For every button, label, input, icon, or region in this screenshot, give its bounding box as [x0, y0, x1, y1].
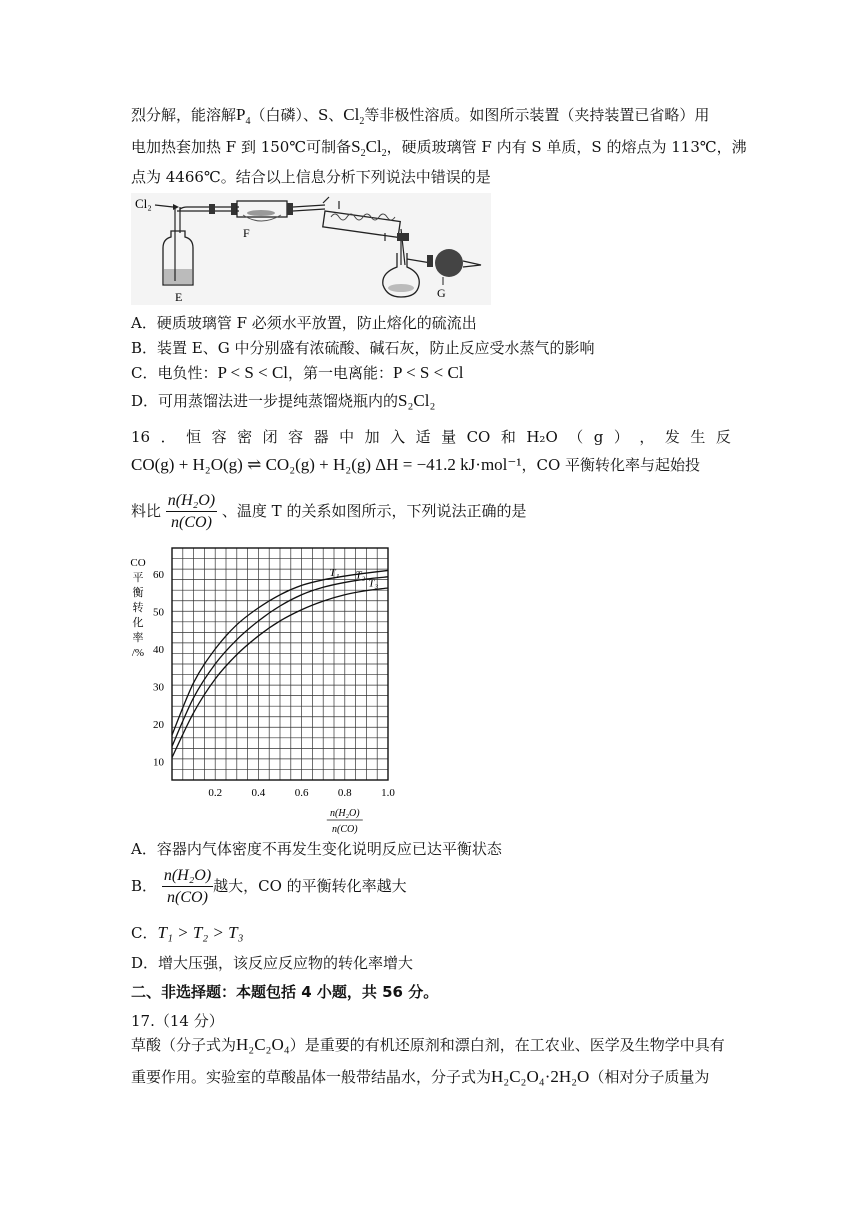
x-tick-label: 0.4: [251, 787, 266, 799]
stem-word: 发: [664, 428, 680, 446]
q16-equation-line: [131, 454, 700, 476]
oxalic-acid-formula: H₂C₂O₄: [236, 1035, 290, 1054]
stem-word: 量: [441, 428, 457, 446]
text: （白磷）、S、: [250, 106, 344, 124]
stem-word: 入: [390, 428, 406, 446]
stem-word: ．: [160, 428, 176, 446]
y-axis-title: [130, 557, 145, 659]
ratio-fraction: [166, 491, 217, 534]
q16-option-b: [131, 862, 407, 910]
text: 重要作用。实验室的草酸晶体一般带结晶水，分子式为: [131, 1068, 492, 1086]
ratio-fraction: [162, 866, 213, 909]
bottle-e-liquid: [164, 269, 192, 284]
stem-word: 反: [715, 428, 731, 446]
q17-line-1: [131, 1034, 725, 1056]
y-tick-label: 40: [153, 644, 164, 657]
q15-option-b: B．装置 E、G 中分别盛有浓硫酸、碱石灰，防止反应受水蒸气的影响: [131, 339, 595, 357]
subscript: 2: [360, 148, 366, 159]
text: ）是重要的有机还原剂和漂白剂，在工农业、医学及生物学中具有: [289, 1036, 725, 1054]
text: D．可用蒸馏法进一步提纯蒸馏烧瓶内的: [131, 392, 399, 410]
q16-ratio-line: [131, 489, 526, 534]
q17-header: 17.（14 分）: [131, 1012, 224, 1030]
text: ，CO 平衡转化率与起始投: [521, 456, 701, 474]
stem-word: （: [568, 428, 584, 446]
drying-tube-g: [435, 249, 463, 277]
q15-option-c: [131, 362, 464, 384]
fraction-numerator: n(H₂O): [162, 866, 213, 887]
x-tick-label: 0.6: [294, 787, 309, 799]
fraction-denominator: n(CO): [171, 513, 212, 531]
y-axis-title-char: /%: [131, 647, 145, 659]
temperature-order: T₁ > T₂ > T₃: [157, 923, 244, 942]
q16-stem-line-1: [131, 426, 731, 448]
y-axis-title-char: 平: [132, 572, 144, 584]
text: 料比: [131, 502, 162, 520]
subscript: 2: [381, 148, 387, 159]
stem-word: 16: [131, 428, 151, 446]
x-tick-label: 0.8: [337, 787, 352, 799]
y-axis-title-char: 率: [132, 632, 144, 644]
stem-word: CO: [466, 428, 491, 446]
ionization-order: P < S < Cl: [393, 363, 464, 382]
q17-line-2: [131, 1066, 709, 1088]
cl-symbol: Cl: [365, 137, 382, 156]
stem-word: H₂O: [526, 428, 558, 446]
y-axis-title-char: CO: [130, 557, 146, 569]
label-e: E: [175, 290, 183, 304]
text: 电加热套加热 F 到 150℃可制备: [131, 138, 352, 156]
y-axis-title-char: 衡: [132, 587, 144, 599]
subscript: 4: [245, 116, 251, 127]
s-symbol: S: [351, 137, 361, 156]
stem-word: g: [593, 428, 604, 446]
x-axis-title: [327, 808, 363, 835]
x-axis-title-denominator: n(CO): [332, 824, 358, 835]
q16-option-c: [131, 922, 244, 944]
fraction-denominator: n(CO): [167, 888, 208, 906]
q15-option-a: A．硬质玻璃管 F 必须水平放置，防止熔化的硫流出: [131, 314, 477, 332]
stem-word: 密: [237, 428, 253, 446]
stem-word: 中: [339, 428, 355, 446]
section-heading: 二、非选择题：本题包括 4 小题，共 56 分。: [131, 983, 439, 1001]
option-label: C．: [131, 924, 158, 942]
stem-word: ）: [613, 428, 629, 446]
stem-word: 容: [211, 428, 227, 446]
y-axis-title-char: 转: [132, 602, 144, 614]
x-tick-label: 1.0: [381, 787, 395, 799]
stem-word: 恒: [186, 428, 202, 446]
stem-word: 和: [500, 428, 516, 446]
text: 草酸（分子式为: [131, 1036, 237, 1054]
y-axis-title-char: 化: [132, 617, 144, 629]
text: （相对分子质量为: [589, 1068, 710, 1086]
oxalic-acid-dihydrate-formula: H₂C₂O₄·2H₂O: [491, 1067, 590, 1086]
y-tick-label: 60: [153, 569, 164, 582]
fraction-numerator: n(H₂O): [166, 491, 217, 512]
option-label: B．: [131, 877, 158, 895]
electronegativity-order: P < S < Cl: [217, 363, 288, 382]
series-label: T₁: [329, 566, 340, 579]
q15-line-2: [131, 136, 747, 165]
q16-option-a: A．容器内气体密度不再发生变化说明反应已达平衡状态: [131, 840, 502, 858]
q15-line-3: 点为 4466℃。结合以上信息分析下列说法中错误的是: [131, 168, 491, 186]
chart-ticks: [153, 566, 395, 799]
stem-word: 加: [364, 428, 380, 446]
label-g: G: [437, 286, 446, 300]
stem-word: ，: [639, 428, 655, 446]
series-label: T₃: [368, 577, 379, 590]
apparatus-diagram: [131, 193, 491, 305]
text: 烈分解，能溶解: [131, 106, 237, 124]
cl2-symbol: Cl: [343, 105, 360, 124]
reaction-equation: CO(g) + H₂O(g) ⇌ CO₂(g) + H₂(g) ΔH = −41.2 kJ·mol⁻¹: [131, 455, 522, 474]
x-tick-label: 0.2: [208, 787, 223, 799]
text: 越大，CO 的平衡转化率越大: [213, 877, 407, 895]
label-f: F: [243, 226, 250, 240]
text: 、温度 T 的关系如图所示，下列说法正确的是: [221, 502, 527, 520]
q15-line-1: [131, 104, 709, 133]
y-tick-label: 30: [153, 681, 164, 694]
x-axis-title-numerator: n(H₂O): [330, 808, 360, 819]
q16-option-d: D．增大压强，该反应反应物的转化率增大: [131, 954, 414, 972]
stem-word: 适: [415, 428, 431, 446]
text: C．电负性：: [131, 364, 218, 382]
q15-option-d: [131, 390, 435, 412]
text: 等非极性溶质。如图所示装置（夹持装置已省略）用: [364, 106, 710, 124]
s2cl2-formula: S₂Cl₂: [398, 391, 436, 410]
y-tick-label: 20: [153, 718, 164, 731]
p4-symbol: P: [236, 105, 246, 124]
subscript: 2: [359, 116, 365, 127]
y-tick-label: 50: [153, 606, 164, 619]
stem-word: 闭: [262, 428, 278, 446]
series-label: T₂: [355, 569, 366, 582]
text: ，硬质玻璃管 F 内有 S 单质，S 的熔点为 113℃，沸: [386, 138, 747, 156]
conversion-chart: [120, 540, 420, 835]
stem-word: 生: [690, 428, 706, 446]
y-tick-label: 10: [153, 756, 164, 769]
stem-word: 器: [313, 428, 329, 446]
label-cl2: Cl₂: [135, 196, 152, 211]
text: ，第一电离能：: [288, 364, 394, 382]
stem-word: 容: [288, 428, 304, 446]
